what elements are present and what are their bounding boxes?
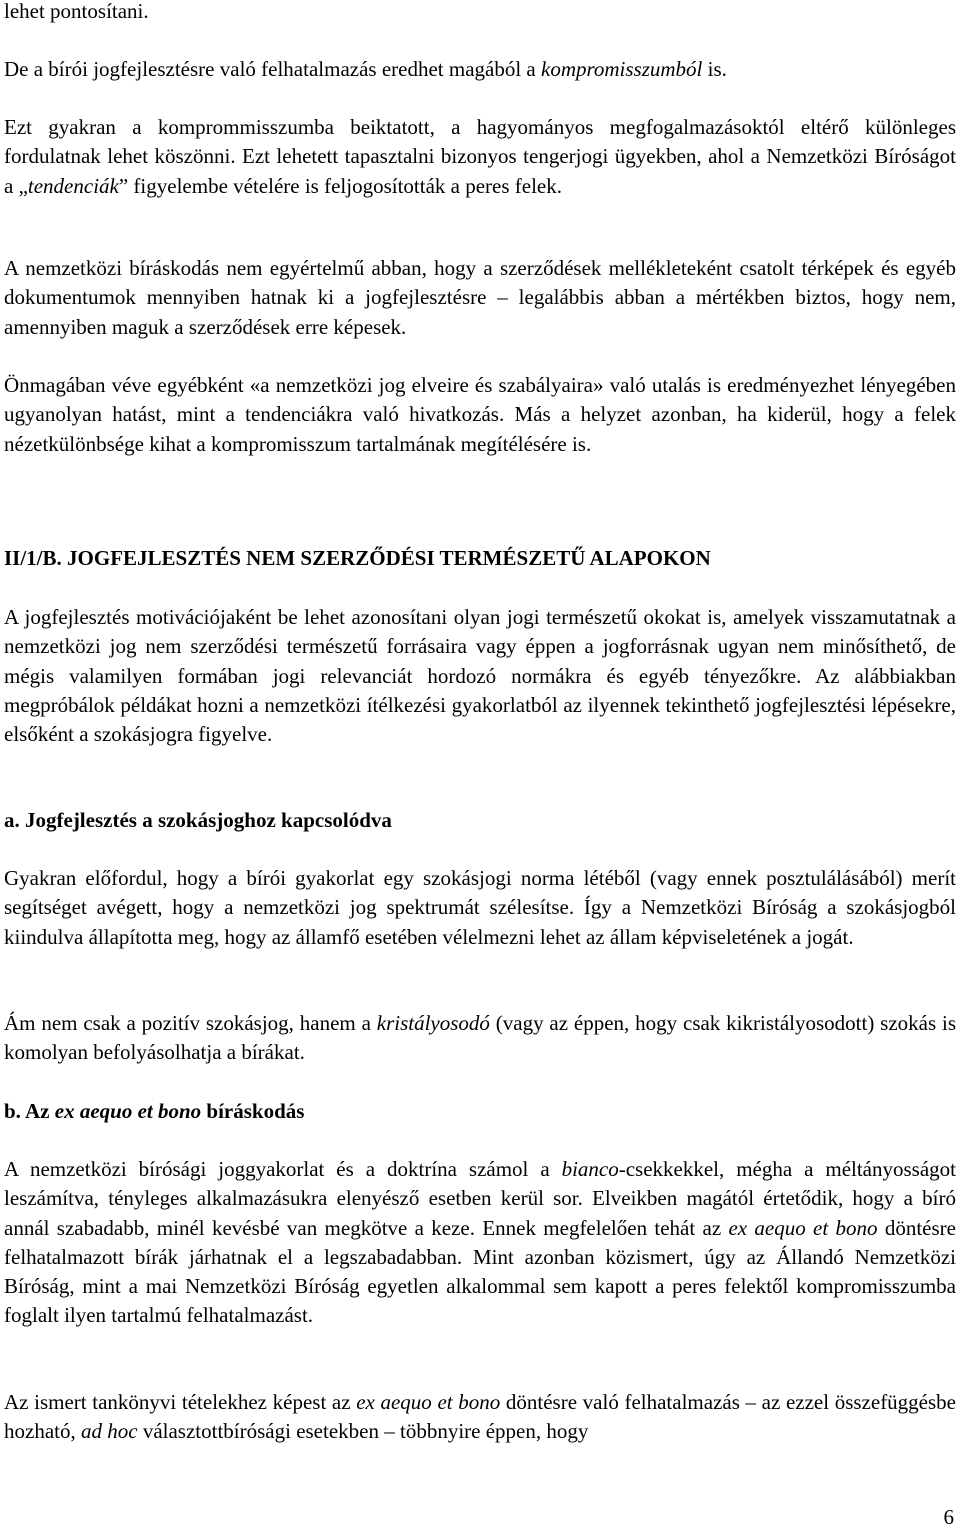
paragraph: Az ismert tankönyvi tételekhez képest az ex aequo et bono döntésre való felhatalmazás – az ezzel összefüggésbe hozható, ad hoc választottbírósági esetekben – többnyire éppen, hogy bbox=[4, 1390, 956, 1444]
subsection-heading: b. Az ex aequo et bono bíráskodás bbox=[4, 1099, 305, 1123]
subsection-heading: a. Jogfejlesztés a szokásjoghoz kapcsolódva bbox=[4, 808, 392, 832]
paragraph: Ám nem csak a pozitív szokásjog, hanem a kristályosodó (vagy az éppen, hogy csak kikristályosodott) szokás is komolyan befolyásolhatja a bírákat. bbox=[4, 1011, 956, 1065]
paragraph-continuation: lehet pontosítani. bbox=[4, 0, 149, 23]
paragraph: Ezt gyakran a komprommisszumba beiktatott, a hagyományos megfogalmazásoktól eltérő különleges fordulatnak lehet köszönni. Ezt lehetett tapasztalni bizonyos tengerjogi ügyekben, ahol a Nemzetközi Bíróságot a „tendenciák” figyelembe vételére is feljogosították a peres felek. bbox=[4, 115, 956, 198]
paragraph: A nemzetközi bíráskodás nem egyértelmű abban, hogy a szerződések mellékleteként csatolt térképek és egyéb dokumentumok mennyiben hatnak ki a jogfejlesztésre – legalábbis abban a mértékben biztos, hogy nem, amennyiben maguk a szerződések erre képesek. bbox=[4, 256, 956, 339]
paragraph: De a bírói jogfejlesztésre való felhatalmazás eredhet magából a kompromisszumból is. bbox=[4, 57, 727, 81]
paragraph: Gyakran előfordul, hogy a bírói gyakorlat egy szokásjogi norma létéből (vagy ennek posztulálásából) merít segítséget avégett, hogy a nemzetközi jog spektrumát szélesítse. Így a Nemzetközi Bíróság a szokásjogból kiindulva állapította meg, hogy az államfő esetében vélelmezni lehet az állam képviseletének a jogát. bbox=[4, 866, 956, 949]
paragraph: Önmagában véve egyébként «a nemzetközi jog elveire és szabályaira» való utalás is eredményezhet lényegében ugyanolyan hatást, mint a tendenciákra való hivatkozás. Más a helyzet azonban, ha kiderül, hogy a felek nézetkülönbsége kihat a kompromisszum tartalmának megítélésére is. bbox=[4, 373, 956, 456]
page-number: 6 bbox=[943, 1505, 954, 1529]
section-heading: II/1/B. JOGFEJLESZTÉS NEM SZERZŐDÉSI TERMÉSZETŰ ALAPOKON bbox=[4, 546, 711, 570]
paragraph: A jogfejlesztés motivációjaként be lehet azonosítani olyan jogi természetű okokat is, amelyek visszamutatnak a nemzetközi jog nem szerződési természetű forrásaira vagy éppen a jogforrásnak ugyan nem minősíthető, de mégis valamilyen formában jogi relevanciát hordozó normákra és egyéb tényezőkre. Az alábbiakban megpróbálok példákat hozni a nemzetközi ítélkezési gyakorlatból az ilyennek tekinthető jogfejlesztési lépésekre, elsőként a szokásjogra figyelve. bbox=[4, 605, 956, 747]
paragraph: A nemzetközi bírósági joggyakorlat és a doktrína számol a bianco-csekkekkel, mégha a méltányosságot leszámítva, tényleges alkalmazásukra elenyésző esetben kerül sor. Elveikben magától értetődik, hogy a bíró annál szabadabb, minél kevésbé van megkötve a keze. Ennek megfelelően tehát az ex aequo et bono döntésre felhatalmazott bírák járhatnak el a legszabadabban. Mint azonban közismert, úgy az Állandó Nemzetközi Bíróság, mint a mai Nemzetközi Bíróság egyetlen alkalommal sem kapott a peres felektől kompromisszumba foglalt ilyen tartalmú felhatalmazást. bbox=[4, 1157, 957, 1328]
